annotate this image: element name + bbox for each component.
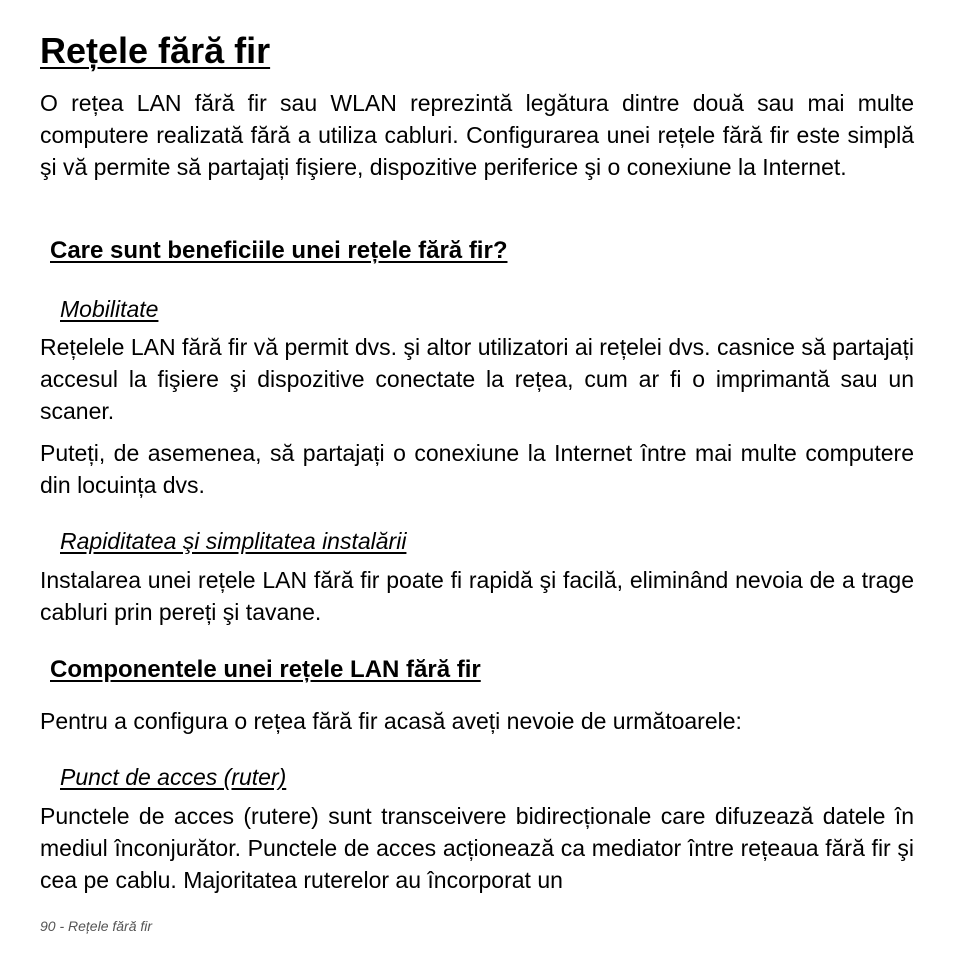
components-intro-paragraph: Pentru a configura o rețea fără fir acasă aveți nevoie de următoarele: [40,708,742,734]
access-point-paragraph: Punctele de acces (rutere) sunt transceivere bidirecționale care difuzează datele în mediul înconjurător. Punctele de acces acționează ca mediator între rețeaua fără fir şi cea pe cablu. Majoritatea ruterelor au încorporat un [40,803,914,893]
subheading-installation: Rapiditatea şi simplitatea instalării [60,528,407,554]
section-heading-benefits: Care sunt beneficiile unei rețele fără fir? [50,237,508,264]
section-heading-components: Componentele unei rețele LAN fără fir [50,656,481,683]
subheading-access-point: Punct de acces (ruter) [60,764,287,790]
subheading-mobility: Mobilitate [60,296,159,322]
intro-paragraph: O rețea LAN fără fir sau WLAN reprezintă legătura dintre două sau mai multe computere realizată fără a utiliza cabluri. Configurarea unei rețele fără fir este simplă şi vă permite să partajați fişiere, dispozitive periferice şi o conexiune la Internet. [40,90,914,180]
page-footer: 90 - Rețele fără fir [40,918,153,934]
installation-paragraph: Instalarea unei rețele LAN fără fir poate fi rapidă şi facilă, eliminând nevoia de a trage cabluri prin pereți şi tavane. [40,567,914,625]
mobility-paragraph-1: Rețelele LAN fără fir vă permit dvs. şi altor utilizatori ai rețelei dvs. casnice să partajați accesul la fişiere şi dispozitive conectate la rețea, cum ar fi o imprimantă sau un scaner. [40,334,914,424]
page-title: Rețele fără fir [40,30,271,71]
mobility-paragraph-2: Puteți, de asemenea, să partajați o conexiune la Internet între mai multe computere din locuința dvs. [40,440,914,498]
